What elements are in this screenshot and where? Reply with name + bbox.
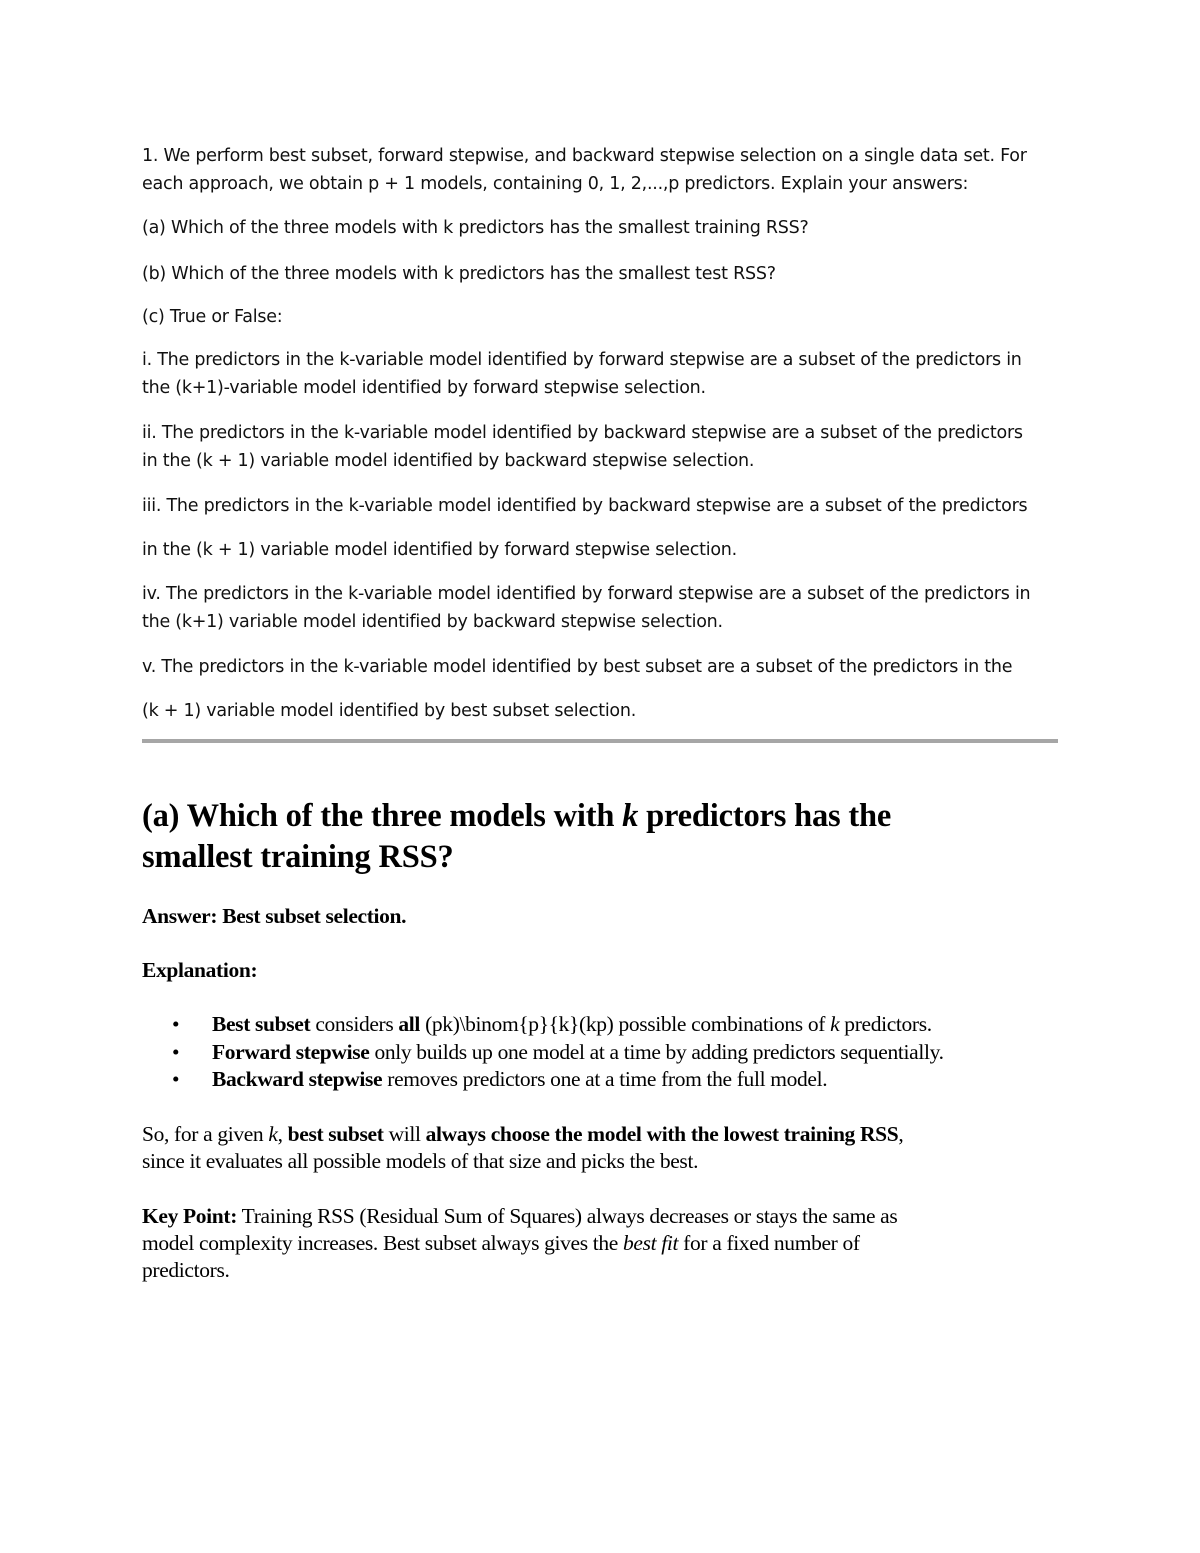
- bullet-icon: •: [172, 1039, 180, 1064]
- statement-iv: [142, 580, 1062, 636]
- bullet-icon: •: [172, 1067, 180, 1091]
- key-line-2-post: for a fixed number of: [678, 1231, 860, 1255]
- list-item: [142, 1011, 1072, 1039]
- key-line-2: [142, 1230, 1072, 1257]
- so-text-1: So, for a given: [142, 1122, 269, 1146]
- so-line-2: since it evaluates all possible models of that size and picks the best.: [142, 1149, 699, 1173]
- question-a-text: (a) Which of the three models with k predictors has the smallest training RSS?: [142, 218, 809, 238]
- key-point-label: Key Point:: [142, 1204, 238, 1228]
- statement-v-line-2: (k + 1) variable model identified by best subset selection.: [142, 701, 637, 721]
- key-line-3: predictors.: [142, 1258, 230, 1282]
- so-line-1: [142, 1121, 1072, 1148]
- explanation-bullets: [142, 1011, 1072, 1094]
- answer-heading-block: [142, 796, 1072, 878]
- bullet-0-em: k: [830, 1012, 840, 1036]
- bullet-icon: •: [172, 1012, 180, 1036]
- so-bold-1: best subset: [287, 1122, 384, 1146]
- answer-heading: [142, 796, 1072, 878]
- bullet-2-bold: Backward stepwise: [212, 1067, 383, 1091]
- statement-i-line-1: i. The predictors in the k-variable model identified by forward stepwise are a subset of the predictors in: [142, 350, 1022, 370]
- heading-text-mid: predictors has the: [638, 798, 892, 834]
- statement-i-line-2: the (k+1)-variable model identified by forward stepwise selection.: [142, 378, 706, 398]
- statement-i: [142, 346, 1062, 402]
- bullet-0-bold-2: all: [398, 1012, 421, 1036]
- so-paragraph: [142, 1121, 1072, 1175]
- bullet-1-text: only builds up one model at a time by adding predictors sequentially.: [369, 1039, 944, 1064]
- list-item: [142, 1039, 1072, 1067]
- statement-iii-line-2-block: [142, 536, 1062, 564]
- key-point-paragraph: [142, 1203, 1072, 1284]
- question-c: [142, 303, 1062, 331]
- question-intro-line-1: 1. We perform best subset, forward stepwise, and backward stepwise selection on a single data set. For: [142, 146, 1027, 166]
- statement-iii-line-1: iii. The predictors in the k-variable model identified by backward stepwise are a subset of the predictors: [142, 496, 1028, 516]
- key-line-2-pre: model complexity increases. Best subset always gives the: [142, 1231, 624, 1255]
- question-intro-line-2: each approach, we obtain p + 1 models, containing 0, 1, 2,...,p predictors. Explain your answers:: [142, 174, 969, 194]
- bullet-0-text-3: predictors.: [839, 1012, 932, 1036]
- so-text-4: ,: [898, 1122, 904, 1146]
- question-b-text: (b) Which of the three models with k predictors has the smallest test RSS?: [142, 264, 776, 284]
- statement-v-line-1: v. The predictors in the k-variable model identified by best subset are a subset of the predictors in the: [142, 657, 1013, 677]
- question-b: [142, 260, 1062, 288]
- explanation-label-block: [142, 957, 1072, 984]
- statement-ii-line-2: in the (k + 1) variable model identified by backward stepwise selection.: [142, 451, 755, 471]
- bullet-1-bold: Forward stepwise: [212, 1039, 370, 1064]
- key-line-2-em: best fit: [623, 1231, 679, 1255]
- statement-v-line-2-block: [142, 697, 1062, 725]
- so-text-2: ,: [277, 1122, 288, 1146]
- statement-v-line-1-block: [142, 653, 1062, 681]
- heading-text-pre: (a) Which of the three models with: [142, 798, 623, 834]
- bullet-list: [142, 1011, 1072, 1094]
- statement-iii-line-2: in the (k + 1) variable model identified by forward stepwise selection.: [142, 540, 737, 560]
- statement-iii-line-1-block: [142, 492, 1062, 520]
- question-a: [142, 214, 1062, 242]
- so-text-3: will: [383, 1122, 426, 1146]
- so-bold-2: always choose the model with the lowest training RSS: [425, 1122, 899, 1146]
- bullet-0-bold: Best subset: [212, 1012, 311, 1036]
- statement-iv-line-2: the (k+1) variable model identified by backward stepwise selection.: [142, 612, 723, 632]
- explanation-label: Explanation:: [142, 958, 258, 982]
- key-text-1: Training RSS (Residual Sum of Squares) always decreases or stays the same as: [237, 1204, 898, 1228]
- answer-line-block: [142, 903, 1072, 930]
- heading-line-2: smallest training RSS?: [142, 839, 454, 875]
- question-c-text: (c) True or False:: [142, 307, 283, 327]
- bullet-2-text: removes predictors one at a time from the full model.: [382, 1067, 828, 1091]
- horizontal-divider: [142, 739, 1058, 743]
- bullet-0-text-2: (pk)\binom{p}{k}(kp) possible combinations of: [420, 1012, 831, 1036]
- statement-iv-line-1: iv. The predictors in the k-variable model identified by forward stepwise are a subset of the predictors in: [142, 584, 1031, 604]
- so-em: k: [268, 1122, 278, 1146]
- statement-ii-line-1: ii. The predictors in the k-variable model identified by backward stepwise are a subset of the predictors: [142, 423, 1023, 443]
- question-intro: [142, 142, 1062, 198]
- answer-line: Answer: Best subset selection.: [142, 904, 407, 928]
- statement-ii: [142, 419, 1062, 475]
- list-item: [142, 1066, 1072, 1094]
- heading-k: k: [622, 798, 639, 834]
- bullet-0-text-1: considers: [310, 1012, 399, 1036]
- key-line-1: [142, 1203, 1072, 1230]
